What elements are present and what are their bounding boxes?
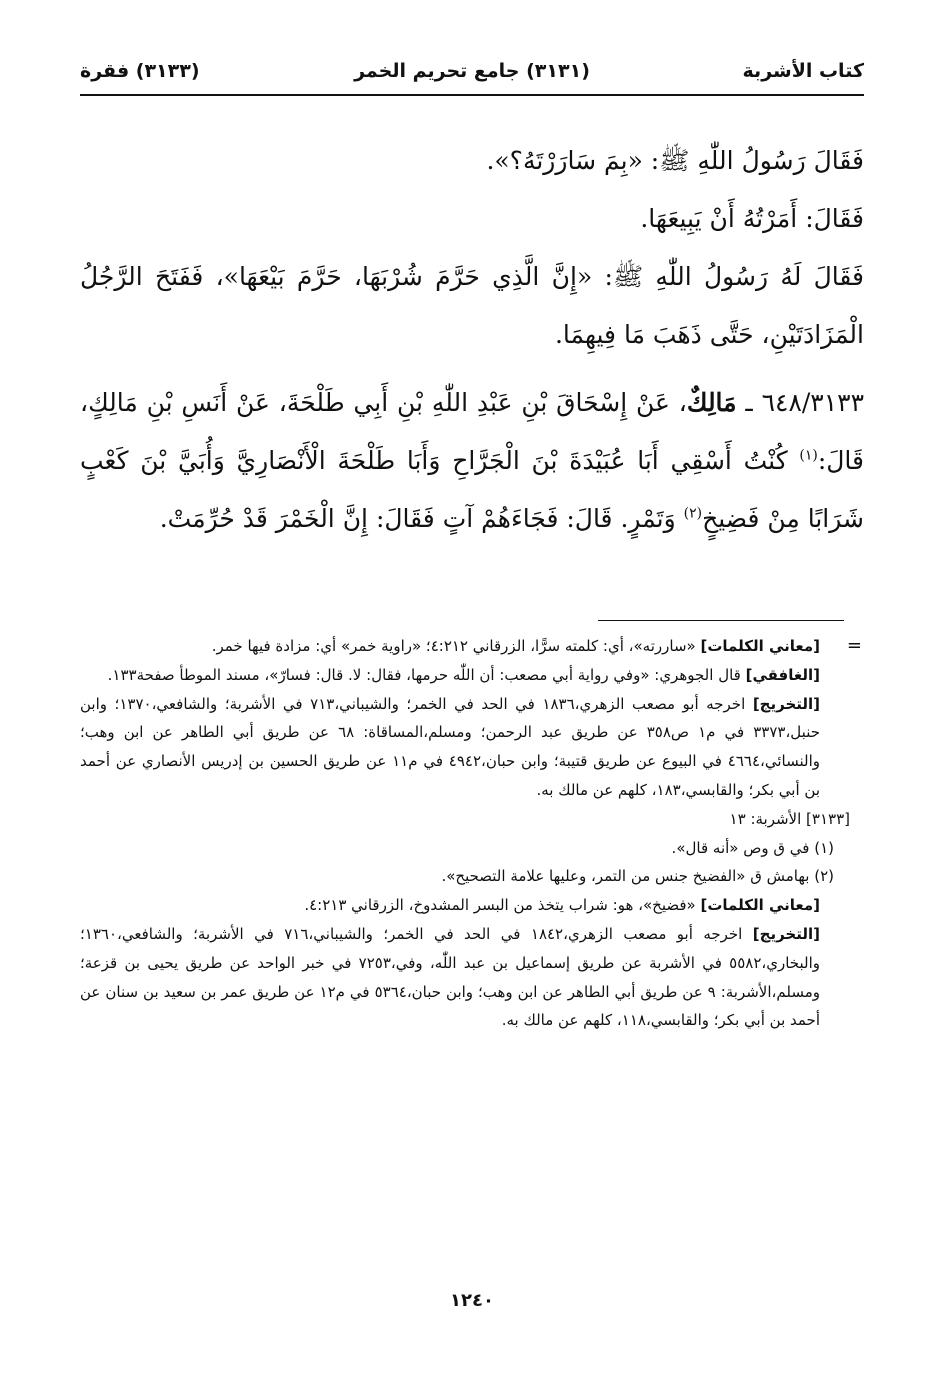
narrator-malik: مَالِكٌ [686,388,737,417]
header-paragraph-number: (٣١٣٣) فقرة [80,60,200,82]
running-header [80,56,864,92]
note-text: اخرجه أبو مصعب الزهري،١٨٤٢ في الحد في الخمر؛ والشيباني،٧١٦ في الأشربة؛ والشافعي،١٣٦٠؛ والبخاري،٥٥٨٢ في الأشربة عن طريق إسماعيل بن عبد اللّٰه، وفي،٧٢٥٣ في خبر الواحد عن طريق يحيى بن قزعة؛ ومسلم،الأشربة: ٩ عن طريق أبي الطاهر عن ابن وهب؛ وابن حبان،٥٣٦٤ في م١٢ عن طريق عمر بن سعيد بن سنان عن أحمد بن أبي بكر؛ والقابسي،١١٨، كلهم عن مالك به. [80,924,820,1030]
page-number: ١٢٤٠ [450,1290,494,1311]
note-word-meanings-1 [80,632,820,661]
footnote-marker-2: (٢) [683,505,703,522]
header-rule [80,94,864,96]
hadith-text-c: وَتَمْرٍ. قَالَ: فَجَاءَهُمْ آتٍ فَقَالَ: إِنَّ الْخَمْرَ قَدْ حُرِّمَتْ. [159,504,684,533]
note-word-meanings-2 [80,891,820,920]
main-paragraph-3: فَقَالَ لَهُ رَسُولُ اللّٰهِ ﷺ: «إِنَّ الَّذِي حَرَّمَ شُرْبَهَا، حَرَّمَ بَيْعَهَا»، فَفَتَحَ الرَّجُلُ الْمَزَادَتَيْنِ، حَتَّى ذَهَبَ مَا فِيهِمَا. [80,262,864,349]
header-chapter-title: (٣١٣١) جامع تحريم الخمر [354,60,590,82]
hadith-text-b: كُنْتُ أَسْقِي أَبَا عُبَيْدَةَ بْنَ الْجَرَّاحِ وَأَبَا طَلْحَةَ الْأَنْصَارِيَّ وَأُبَيَّ بْنَ كَعْبٍ شَرَابًا مِنْ فَضِيخٍ [80,446,864,533]
note-footnote-1: (١) في ق وص «أنه قال». [671,838,834,857]
note-text: «ساررته»، أي: كلمته سرًّا، الزرقاني ٤:٢١٢؛ «راوية خمر» أي: مزادة فيها خمر. [211,637,701,655]
note-footnote-2: (٢) بهامش ق «الفضيخ جنس من التمر، وعليها علامة التصحيح». [441,867,834,886]
footnote-separator [598,620,844,621]
note-text: اخرجه أبو مصعب الزهري،١٨٣٦ في الحد في الخمر؛ والشيباني،٧١٣ في الأشربة؛ والشافعي،١٣٧٠؛ وابن حنبل،٣٣٧٣ في م١ ص٣٥٨ عن طريق عبد الرحمن؛ ومسلم،المساقاة: ٦٨ عن طريق أبي الطاهر عن ابن وهب؛ والنسائي،٤٦٦٤ في البيوع عن طريق قتيبة؛ وابن حبان،٤٩٤٢ في م١١ عن طريق الحسين بن إدريس الأنصاري عن أحمد بن أبي بكر؛ والقابسي،١٨٣، كلهم عن مالك به. [80,694,820,799]
paragraph-gap [80,364,864,374]
footnotes [80,632,862,1035]
note-tag: [الغافقي] [745,665,820,684]
hadith-text-a: ، عَنْ إِسْحَاقَ بْنِ عَبْدِ اللّٰهِ بْنِ أَبِي طَلْحَةَ، عَنْ أَنَسِ بْنِ مَالِكٍ، قَالَ: [80,388,864,475]
note-ghafiqi [80,661,820,690]
main-text [80,132,864,548]
main-paragraph-2: فَقَالَ: أَمَرْتُهُ أَنْ يَبِيعَهَا. [640,204,864,233]
note-tag: [التخريج] [752,924,820,943]
note-text: قال الجوهري: «وفي رواية أبي مصعب: أن اللّٰه حرمها، فقال: لا. قال: فسارّ»، مسند الموطأ صفحة١٣٣. [107,665,746,684]
hadith-number: ٦٤٨/٣١٣٣ ـ [745,388,865,417]
main-paragraph-1: فَقَالَ رَسُولُ اللّٰهِ ﷺ: «بِمَ سَارَرْتَهُ؟». [486,146,864,175]
note-takhrij-1 [80,690,820,805]
note-tag: [التخريج] [752,694,821,713]
notes-block-2 [80,891,820,1035]
footnote-marker-1: (١) [799,447,818,464]
note-reference: [٣١٣٣] الأشربة: ١٣ [729,809,850,828]
notes-block-1 [80,632,820,805]
note-text: «فضيخ»، هو: شراب يتخذ من البسر المشدوخ، الزرقاني ٤:٢١٣. [304,896,701,915]
main-paragraph-4 [80,374,864,548]
note-tag: [معاني الكلمات] [700,896,820,915]
continuation-mark: = [846,635,862,656]
note-tag: [معاني الكلمات] [700,637,820,655]
header-book-title: كتاب الأشربة [742,60,864,82]
note-takhrij-2 [80,920,820,1035]
